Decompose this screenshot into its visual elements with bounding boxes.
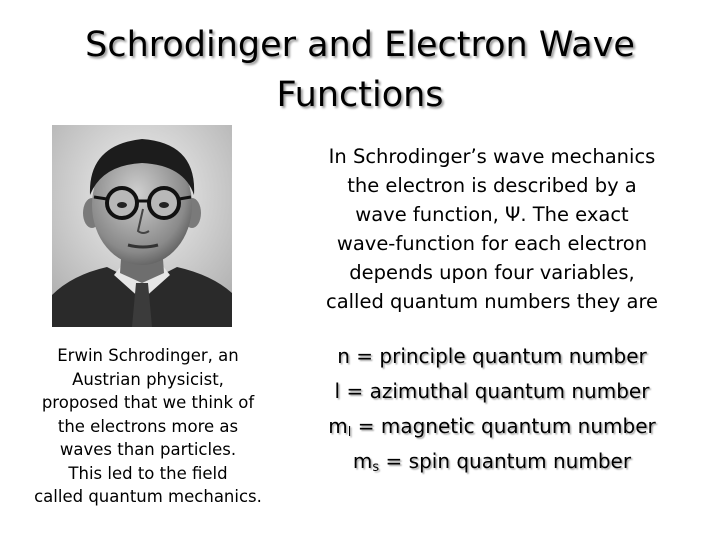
quantum-number-item — [296, 342, 688, 377]
body-line: wave-function for each electron — [336, 232, 648, 255]
photo-caption — [20, 344, 276, 509]
title-line-2: Functions — [276, 75, 444, 115]
quantum-number-item — [296, 447, 688, 482]
body-line: wave function, Ψ. The exact — [355, 203, 629, 226]
caption-line: This led to the field — [68, 463, 228, 483]
qn-description: = magnetic quantum number — [351, 414, 656, 438]
body-line: In Schrodinger’s wave mechanics — [328, 145, 656, 168]
qn-subscript: s — [372, 460, 380, 475]
caption-line: Erwin Schrodinger, an — [57, 346, 239, 365]
wave-mechanics-paragraph — [296, 142, 688, 316]
qn-symbol: m — [352, 449, 373, 473]
body-line: depends upon four variables, — [349, 261, 635, 284]
qn-description: = spin quantum number — [379, 449, 632, 473]
schrodinger-portrait-photo — [52, 125, 232, 327]
quantum-number-item — [296, 377, 688, 412]
qn-symbol: m — [328, 414, 348, 438]
qn-symbol: l — [334, 379, 341, 403]
quantum-numbers-list — [296, 342, 688, 482]
qn-subscript: l — [347, 425, 352, 440]
qn-description: = azimuthal quantum number — [340, 379, 650, 403]
caption-line: called quantum mechanics. — [34, 487, 262, 506]
slide-title — [40, 20, 680, 120]
body-line: the electron is described by a — [347, 174, 637, 197]
caption-line: proposed that we think of — [41, 393, 255, 412]
title-line-1: Schrodinger and Electron Wave — [85, 25, 635, 65]
qn-symbol: n — [337, 344, 350, 368]
quantum-number-item — [296, 412, 688, 447]
caption-line: Austrian physicist, — [72, 369, 224, 389]
qn-description: = principle quantum number — [349, 344, 647, 368]
caption-line: waves than particles. — [59, 440, 237, 459]
caption-line: the electrons more as — [57, 416, 239, 436]
body-line: called quantum numbers they are — [325, 290, 659, 313]
